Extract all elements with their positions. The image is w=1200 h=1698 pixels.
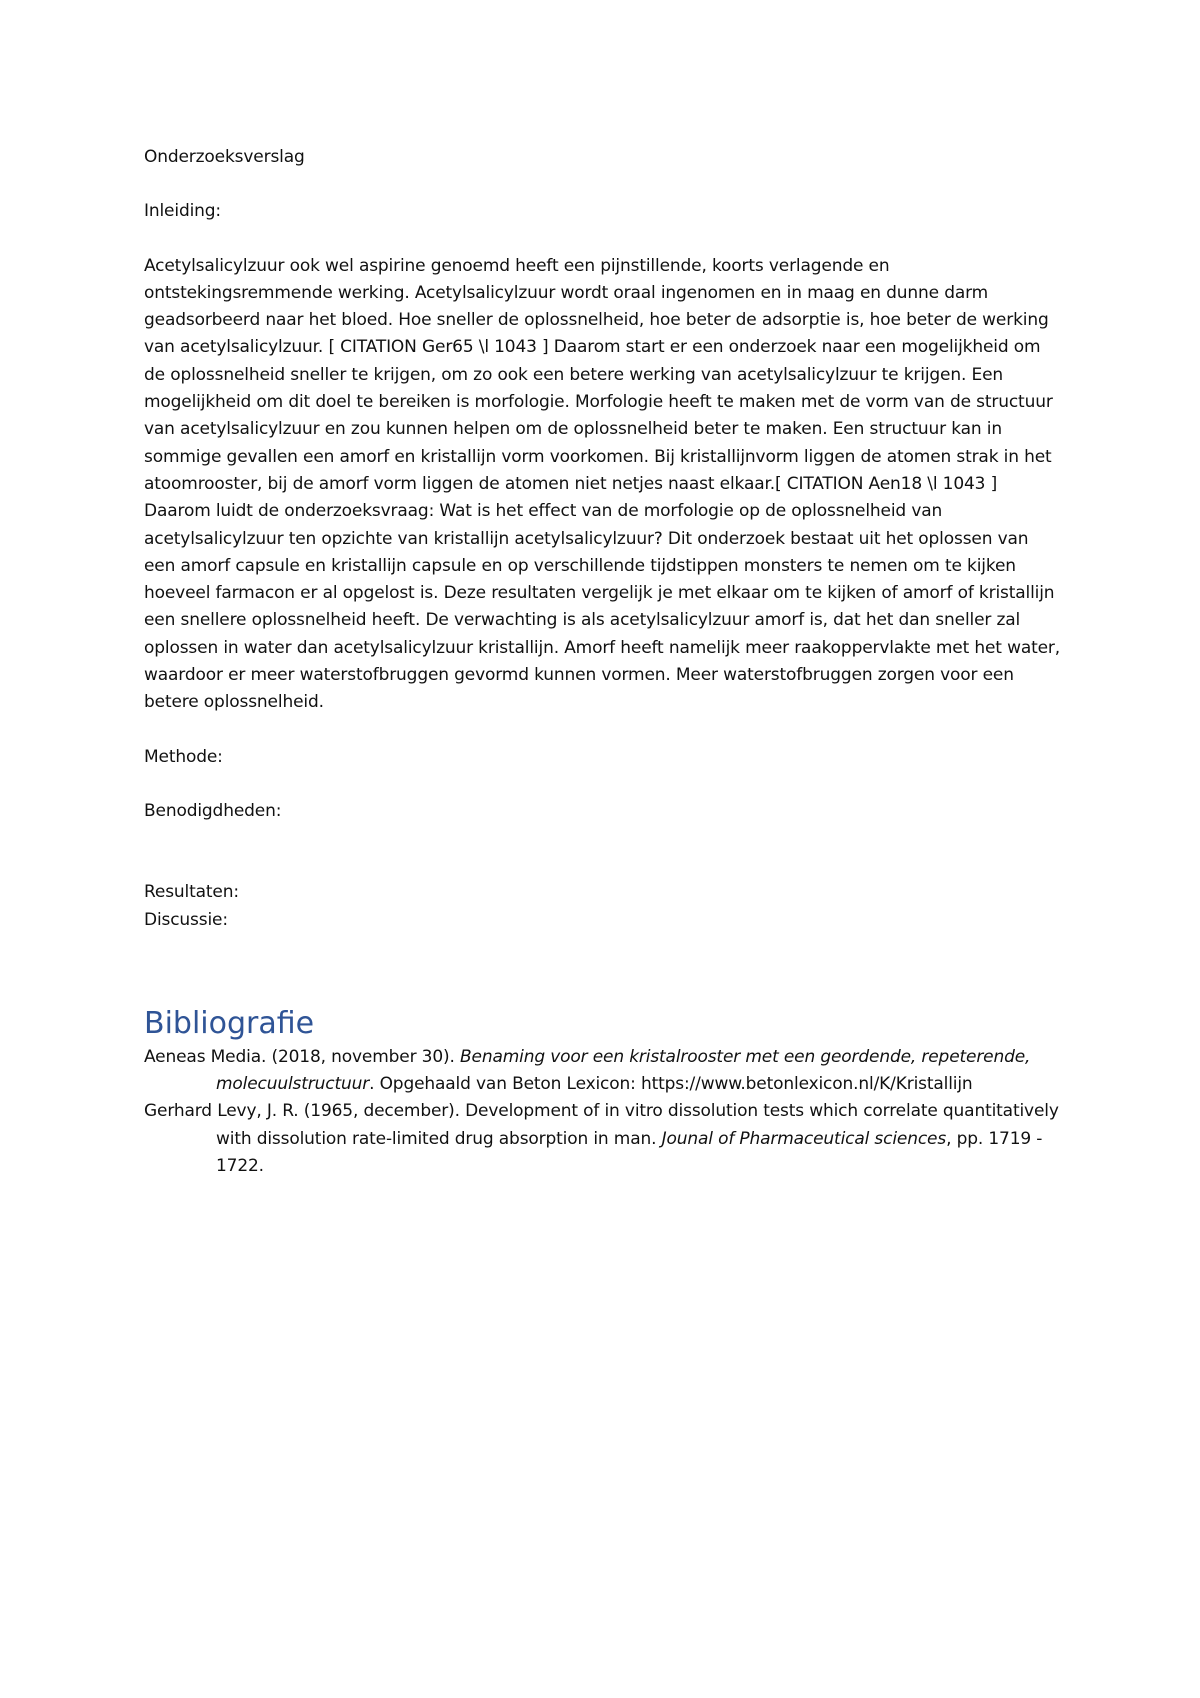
bibliography-entry [144, 1098, 1064, 1180]
spacer [144, 771, 1064, 798]
intro-paragraph: Acetylsalicylzuur ook wel aspirine genoemd heeft een pijnstillende, koorts verlagende en ontstekingsremmende werking. Acetylsalicylzuur wordt oraal ingenomen en in maag en dunne darm geadsorbeerd naar het bloed. Hoe sneller de oplossnelheid, hoe beter de adsorptie is, hoe beter de werking van acetylsalicylzuur. [ CITATION Ger65 \l 1043 ] Daarom start er een onderzoek naar een mogelijkheid om de oplossnelheid sneller te krijgen, om zo ook een betere werking van acetylsalicylzuur te krijgen. Een mogelijkheid om dit doel te bereiken is morfologie. Morfologie heeft te maken met de vorm van de structuur van acetylsalicylzuur en zou kunnen helpen om de oplossnelheid beter te maken. Een structuur kan in sommige gevallen een amorf en kristallijn vorm voorkomen. Bij kristallijnvorm liggen de atomen strak in het atoomrooster, bij de amorf vorm liggen de atomen niet netjes naast elkaar.[ CITATION Aen18 \l 1043 ] Daarom luidt de onderzoeksvraag: Wat is het effect van de morfologie op de oplossnelheid van acetylsalicylzuur ten opzichte van kristallijn acetylsalicylzuur? Dit onderzoek bestaat uit het oplossen van een amorf capsule en kristallijn capsule en op verschillende tijdstippen monsters te nemen om te kijken hoeveel farmacon er al opgelost is. Deze resultaten vergelijk je met elkaar om te kijken of amorf of kristallijn een snellere oplossnelheid heeft. De verwachting is als acetylsalicylzuur amorf is, dat het dan sneller zal oplossen in water dan acetylsalicylzuur kristallijn. Amorf heeft namelijk meer raakoppervlakte met het water, waardoor er meer waterstofbruggen gevormd kunnen vormen. Meer waterstofbruggen zorgen voor een betere oplossnelheid. [144, 255, 1061, 713]
spacer [144, 226, 1064, 253]
intro-heading: Inleiding: [144, 201, 222, 222]
bib-entry-suffix: . Opgehaald van Beton Lexicon: https://www.betonlexicon.nl/K/Kristallijn [369, 1074, 973, 1095]
document-body [144, 144, 1064, 1180]
document-title: Onderzoeksverslag [144, 147, 305, 167]
bib-entry-title: Benaming voor een kristalrooster met een geordende, repeterende, molecuulstructuur [216, 1046, 1031, 1095]
spacer [144, 717, 1064, 744]
spacer [144, 171, 1064, 198]
bib-entry-journal: Jounal of Pharmaceutical sciences [661, 1128, 947, 1149]
discussion-heading: Discussie: [144, 909, 228, 930]
method-heading: Methode: [144, 746, 223, 767]
bib-entry-suffix: , pp. 1719 - 1722. [216, 1128, 1043, 1177]
bibliography-entry [144, 1044, 1064, 1099]
spacer [144, 825, 1064, 879]
bib-entry-prefix: Aeneas Media. (2018, november 30). [144, 1046, 460, 1067]
bib-entry-prefix: Gerhard Levy, J. R. (1965, december). Development of in vitro dissolution tests which correlate quantitatively with dissolution rate-limited drug absorption in man. [144, 1101, 1059, 1149]
spacer [144, 934, 1064, 1004]
results-heading: Resultaten: [144, 882, 239, 903]
bibliography-heading: Bibliografie [144, 1005, 315, 1041]
materials-heading: Benodigdheden: [144, 800, 282, 821]
